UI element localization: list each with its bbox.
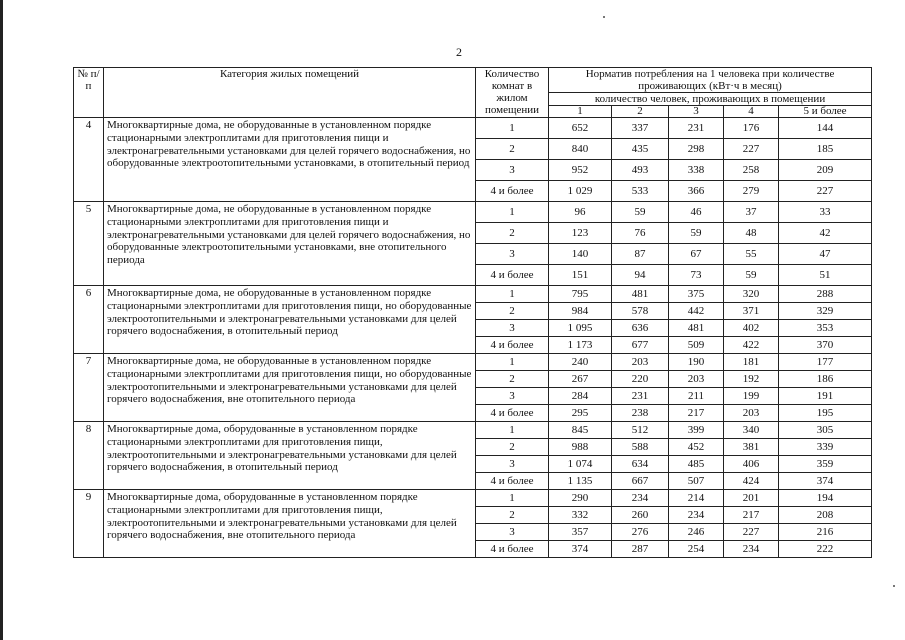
norm-value: 305 <box>779 422 872 439</box>
norm-value: 357 <box>549 524 612 541</box>
rooms-count: 4 и более <box>476 265 549 286</box>
norm-value: 279 <box>724 181 779 202</box>
rooms-count: 4 и более <box>476 181 549 202</box>
norm-value: 512 <box>612 422 669 439</box>
category-description: Многоквартирные дома, оборудованные в установленном порядке стационарными электроплитами для приготовления пищи, электроотопительными и электронагревательными установками для целей горячего водоснабжения, вне отопительного периода <box>104 490 476 558</box>
rooms-count: 2 <box>476 303 549 320</box>
norm-value: 176 <box>724 118 779 139</box>
norm-value: 203 <box>724 405 779 422</box>
norm-value: 533 <box>612 181 669 202</box>
norm-value: 845 <box>549 422 612 439</box>
norm-value: 203 <box>669 371 724 388</box>
norm-value: 96 <box>549 202 612 223</box>
norm-value: 424 <box>724 473 779 490</box>
norm-value: 37 <box>724 202 779 223</box>
norm-value: 332 <box>549 507 612 524</box>
norm-value: 217 <box>724 507 779 524</box>
norm-value: 181 <box>724 354 779 371</box>
norm-value: 984 <box>549 303 612 320</box>
row-number: 9 <box>74 490 104 558</box>
table-row <box>74 118 872 139</box>
norm-value: 227 <box>724 524 779 541</box>
row-number: 6 <box>74 286 104 354</box>
rooms-count: 3 <box>476 320 549 337</box>
norm-value: 634 <box>612 456 669 473</box>
norm-value: 337 <box>612 118 669 139</box>
norm-value: 201 <box>724 490 779 507</box>
header-people-count: 3 <box>669 106 724 118</box>
rooms-count: 3 <box>476 524 549 541</box>
norm-value: 177 <box>779 354 872 371</box>
header-norm: Норматив потребления на 1 человека при количестве проживающих (кВт·ч в месяц) <box>549 68 872 93</box>
header-people-count: 5 и более <box>779 106 872 118</box>
norm-value: 227 <box>779 181 872 202</box>
norm-value: 240 <box>549 354 612 371</box>
norm-value: 47 <box>779 244 872 265</box>
norm-value: 320 <box>724 286 779 303</box>
norm-value: 76 <box>612 223 669 244</box>
scan-speck <box>893 585 895 587</box>
norm-value: 59 <box>724 265 779 286</box>
norm-value: 227 <box>724 139 779 160</box>
norm-value: 578 <box>612 303 669 320</box>
norm-value: 422 <box>724 337 779 354</box>
norm-value: 42 <box>779 223 872 244</box>
norm-value: 234 <box>724 541 779 558</box>
rooms-count: 3 <box>476 388 549 405</box>
norm-value: 381 <box>724 439 779 456</box>
rooms-count: 2 <box>476 439 549 456</box>
norm-value: 374 <box>779 473 872 490</box>
header-rooms: Количество комнат в жилом помещении <box>476 68 549 118</box>
norm-value: 87 <box>612 244 669 265</box>
header-people-count: 2 <box>612 106 669 118</box>
norm-value: 48 <box>724 223 779 244</box>
norm-value: 359 <box>779 456 872 473</box>
norm-value: 195 <box>779 405 872 422</box>
norm-value: 185 <box>779 139 872 160</box>
norm-value: 144 <box>779 118 872 139</box>
rooms-count: 4 и более <box>476 337 549 354</box>
norm-value: 340 <box>724 422 779 439</box>
norm-value: 435 <box>612 139 669 160</box>
table-header <box>74 68 872 118</box>
norm-value: 192 <box>724 371 779 388</box>
norm-value: 1 173 <box>549 337 612 354</box>
rooms-count: 3 <box>476 244 549 265</box>
norm-value: 652 <box>549 118 612 139</box>
category-description: Многоквартирные дома, не оборудованные в установленном порядке стационарными электроплитами для приготовления пищи, но оборудованные электроотопительными и электронагревательными установками для целей горячего водоснабжения, вне отопительного периода <box>104 354 476 422</box>
rooms-count: 2 <box>476 507 549 524</box>
norm-value: 231 <box>669 118 724 139</box>
norm-value: 123 <box>549 223 612 244</box>
norm-value: 231 <box>612 388 669 405</box>
norm-value: 267 <box>549 371 612 388</box>
norm-value: 406 <box>724 456 779 473</box>
norm-value: 988 <box>549 439 612 456</box>
rooms-count: 4 и более <box>476 541 549 558</box>
norm-value: 677 <box>612 337 669 354</box>
category-description: Многоквартирные дома, оборудованные в установленном порядке стационарными электроплитами для приготовления пищи, электроотопительными и электронагревательными установками для целей горячего водоснабжения, в отопительный период <box>104 422 476 490</box>
norm-value: 952 <box>549 160 612 181</box>
norm-value: 211 <box>669 388 724 405</box>
category-description: Многоквартирные дома, не оборудованные в установленном порядке стационарными электроплитами для приготовления пищи и электронагревательными установками для целей горячего водоснабжения, но оборудованные электроотопительными установками, вне отопительного периода <box>104 202 476 286</box>
norm-value: 588 <box>612 439 669 456</box>
norm-value: 217 <box>669 405 724 422</box>
row-number: 4 <box>74 118 104 202</box>
row-number: 8 <box>74 422 104 490</box>
norm-value: 151 <box>549 265 612 286</box>
norm-value: 59 <box>669 223 724 244</box>
norm-value: 375 <box>669 286 724 303</box>
norm-value: 67 <box>669 244 724 265</box>
norm-value: 55 <box>724 244 779 265</box>
page-number: 2 <box>456 45 462 59</box>
norm-value: 295 <box>549 405 612 422</box>
norm-value: 371 <box>724 303 779 320</box>
norm-value: 208 <box>779 507 872 524</box>
norm-value: 353 <box>779 320 872 337</box>
norm-value: 840 <box>549 139 612 160</box>
norm-value: 216 <box>779 524 872 541</box>
norm-value: 1 029 <box>549 181 612 202</box>
norm-value: 191 <box>779 388 872 405</box>
table-row <box>74 202 872 223</box>
norm-value: 298 <box>669 139 724 160</box>
header-num: № п/п <box>74 68 104 118</box>
norm-value: 402 <box>724 320 779 337</box>
category-description: Многоквартирные дома, не оборудованные в установленном порядке стационарными электроплитами для приготовления пищи, но оборудованные электроотопительными и электронагревательными установками для целей горячего водоснабжения, в отопительный период <box>104 286 476 354</box>
scan-left-edge <box>0 0 3 640</box>
norm-value: 1 135 <box>549 473 612 490</box>
norm-value: 260 <box>612 507 669 524</box>
norm-value: 222 <box>779 541 872 558</box>
norm-value: 493 <box>612 160 669 181</box>
norm-value: 290 <box>549 490 612 507</box>
norm-value: 1 095 <box>549 320 612 337</box>
norm-value: 374 <box>549 541 612 558</box>
norm-value: 140 <box>549 244 612 265</box>
norm-value: 481 <box>669 320 724 337</box>
norm-value: 46 <box>669 202 724 223</box>
norm-value: 73 <box>669 265 724 286</box>
norm-value: 246 <box>669 524 724 541</box>
norm-value: 636 <box>612 320 669 337</box>
category-description: Многоквартирные дома, не оборудованные в установленном порядке стационарными электроплитами для приготовления пищи и электронагревательными установками для целей горячего водоснабжения, но оборудованные электроотопительными установками, в отопительный период <box>104 118 476 202</box>
norm-value: 366 <box>669 181 724 202</box>
header-people-count: 4 <box>724 106 779 118</box>
rooms-count: 1 <box>476 422 549 439</box>
norm-value: 795 <box>549 286 612 303</box>
norm-value: 667 <box>612 473 669 490</box>
norm-value: 51 <box>779 265 872 286</box>
norm-value: 203 <box>612 354 669 371</box>
row-number: 7 <box>74 354 104 422</box>
norm-value: 276 <box>612 524 669 541</box>
norm-value: 287 <box>612 541 669 558</box>
norm-value: 199 <box>724 388 779 405</box>
norm-value: 220 <box>612 371 669 388</box>
norm-value: 234 <box>612 490 669 507</box>
norm-value: 452 <box>669 439 724 456</box>
norm-value: 329 <box>779 303 872 320</box>
rooms-count: 1 <box>476 490 549 507</box>
norm-value: 338 <box>669 160 724 181</box>
norm-value: 186 <box>779 371 872 388</box>
norm-value: 59 <box>612 202 669 223</box>
rooms-count: 3 <box>476 160 549 181</box>
rooms-count: 1 <box>476 202 549 223</box>
norm-value: 194 <box>779 490 872 507</box>
rooms-count: 4 и более <box>476 405 549 422</box>
rooms-count: 2 <box>476 139 549 160</box>
norm-value: 94 <box>612 265 669 286</box>
norm-value: 238 <box>612 405 669 422</box>
table-row <box>74 490 872 507</box>
norm-value: 288 <box>779 286 872 303</box>
scan-speck <box>603 16 605 18</box>
norm-value: 442 <box>669 303 724 320</box>
table-row <box>74 422 872 439</box>
rooms-count: 1 <box>476 286 549 303</box>
rooms-count: 1 <box>476 118 549 139</box>
norm-value: 254 <box>669 541 724 558</box>
header-category: Категория жилых помещений <box>104 68 476 118</box>
norm-value: 370 <box>779 337 872 354</box>
norm-value: 234 <box>669 507 724 524</box>
rooms-count: 2 <box>476 371 549 388</box>
norm-value: 190 <box>669 354 724 371</box>
table-body <box>74 118 872 558</box>
norm-value: 1 074 <box>549 456 612 473</box>
norm-value: 214 <box>669 490 724 507</box>
norm-value: 33 <box>779 202 872 223</box>
norm-value: 209 <box>779 160 872 181</box>
table-row <box>74 354 872 371</box>
rooms-count: 3 <box>476 456 549 473</box>
norm-value: 509 <box>669 337 724 354</box>
norm-value: 284 <box>549 388 612 405</box>
table-row <box>74 286 872 303</box>
header-people-count: 1 <box>549 106 612 118</box>
row-number: 5 <box>74 202 104 286</box>
norm-value: 399 <box>669 422 724 439</box>
norm-value: 481 <box>612 286 669 303</box>
norm-value: 485 <box>669 456 724 473</box>
norm-value: 507 <box>669 473 724 490</box>
consumption-norms-table <box>73 67 872 558</box>
rooms-count: 4 и более <box>476 473 549 490</box>
norm-value: 339 <box>779 439 872 456</box>
rooms-count: 1 <box>476 354 549 371</box>
rooms-count: 2 <box>476 223 549 244</box>
norm-value: 258 <box>724 160 779 181</box>
header-people: количество человек, проживающих в помещении <box>549 93 872 106</box>
